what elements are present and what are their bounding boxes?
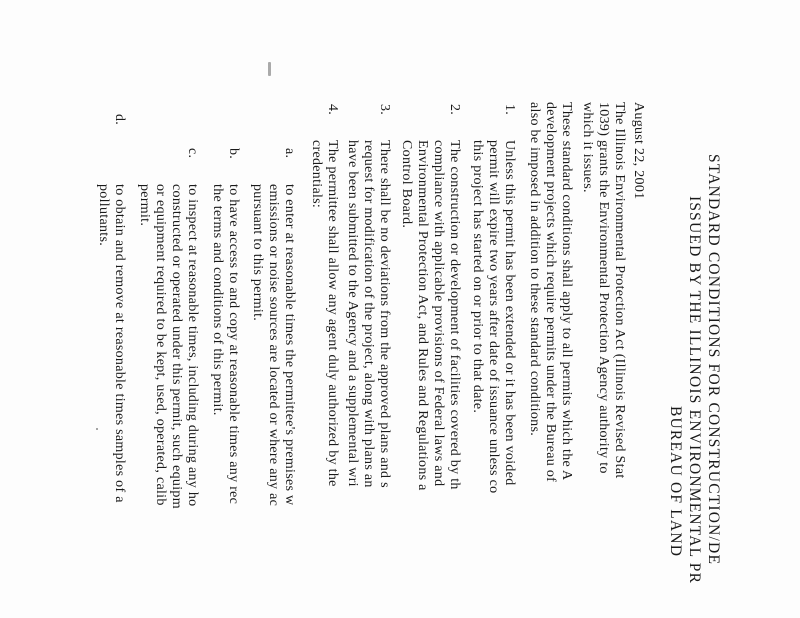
- item-line: this project has started on or prior to that date.: [470, 140, 485, 414]
- subitem-line: to obtain and remove at reasonable times samples of a: [112, 184, 127, 503]
- intro-line-2: 1039) grants the Environmental Protection Agency authority to: [596, 102, 611, 474]
- scan-speck: [268, 62, 271, 76]
- subitem-line: pollutants.: [96, 184, 111, 247]
- scan-speck: [96, 428, 98, 430]
- standard-line-2: development projects which require permits under the Bureau of: [543, 102, 558, 483]
- subitem-line: permit.: [137, 184, 152, 227]
- item-line: permit will expire two years after date of issuance unless co: [486, 140, 501, 494]
- subitem-letter: d.: [112, 114, 127, 126]
- item-number: 3.: [377, 104, 392, 116]
- item-line: Unless this permit has been extended or it has been voided: [502, 140, 517, 486]
- doc-title-line-3: BUREAU OF LAND: [667, 406, 684, 558]
- item-line: compliance with applicable provisions of Federal laws and: [431, 140, 446, 487]
- item-line: Control Board.: [399, 140, 414, 229]
- item-line: credentials:: [309, 140, 324, 209]
- item-line: The permittee shall allow any agent duly authorized by the: [325, 140, 340, 487]
- item-line: request for modification of the project, along with plans an: [361, 140, 376, 488]
- item-number: 4.: [325, 104, 340, 116]
- subitem-line: pursuant to this permit.: [250, 184, 265, 322]
- doc-date: August 22, 2001: [631, 102, 646, 200]
- item-line: have been submitted to the Agency and a supplemental wri: [345, 140, 360, 487]
- subitem-line: or equipment required to be kept, used, operated, calib: [153, 184, 168, 506]
- subitem-line: to enter at reasonable times the permittee's premises w: [282, 184, 297, 506]
- subitem-line: emissions or noise sources are located or where any ac: [266, 184, 281, 507]
- doc-title-line-1: STANDARD CONDITIONS FOR CONSTRUCTION/DE: [705, 154, 722, 566]
- standard-line-3: also be imposed in addition to these standard conditions.: [527, 102, 542, 436]
- subitem-line: to have access to and copy at reasonable times any rec: [226, 184, 241, 505]
- item-line: Environmental Protection Act, and Rules and Regulations a: [415, 140, 430, 491]
- item-line: There shall be no deviations from the approved plans and s: [377, 140, 392, 488]
- subitem-letter: b.: [226, 148, 241, 160]
- subitem-letter: a.: [282, 148, 297, 159]
- subitem-letter: c.: [185, 148, 200, 159]
- item-line: The construction or development of facilities covered by th: [447, 140, 462, 490]
- intro-line-3: which it issues.: [580, 102, 595, 193]
- intro-line-1: The Illinois Environmental Protection Act (Illinois Revised Stat: [612, 102, 627, 479]
- subitem-line: to inspect at reasonable times, including during any ho: [185, 184, 200, 507]
- item-number: 1.: [502, 104, 517, 116]
- doc-title-line-2: ISSUED BY THE ILLINOIS ENVIRONMENTAL PR: [686, 196, 703, 585]
- item-number: 2.: [447, 104, 462, 116]
- subitem-line: constructed or operated under this permit, such equipm: [169, 184, 184, 509]
- standard-line-1: These standard conditions shall apply to all permits which the A: [559, 102, 574, 481]
- subitem-line: the terms and conditions of this permit.: [210, 184, 225, 416]
